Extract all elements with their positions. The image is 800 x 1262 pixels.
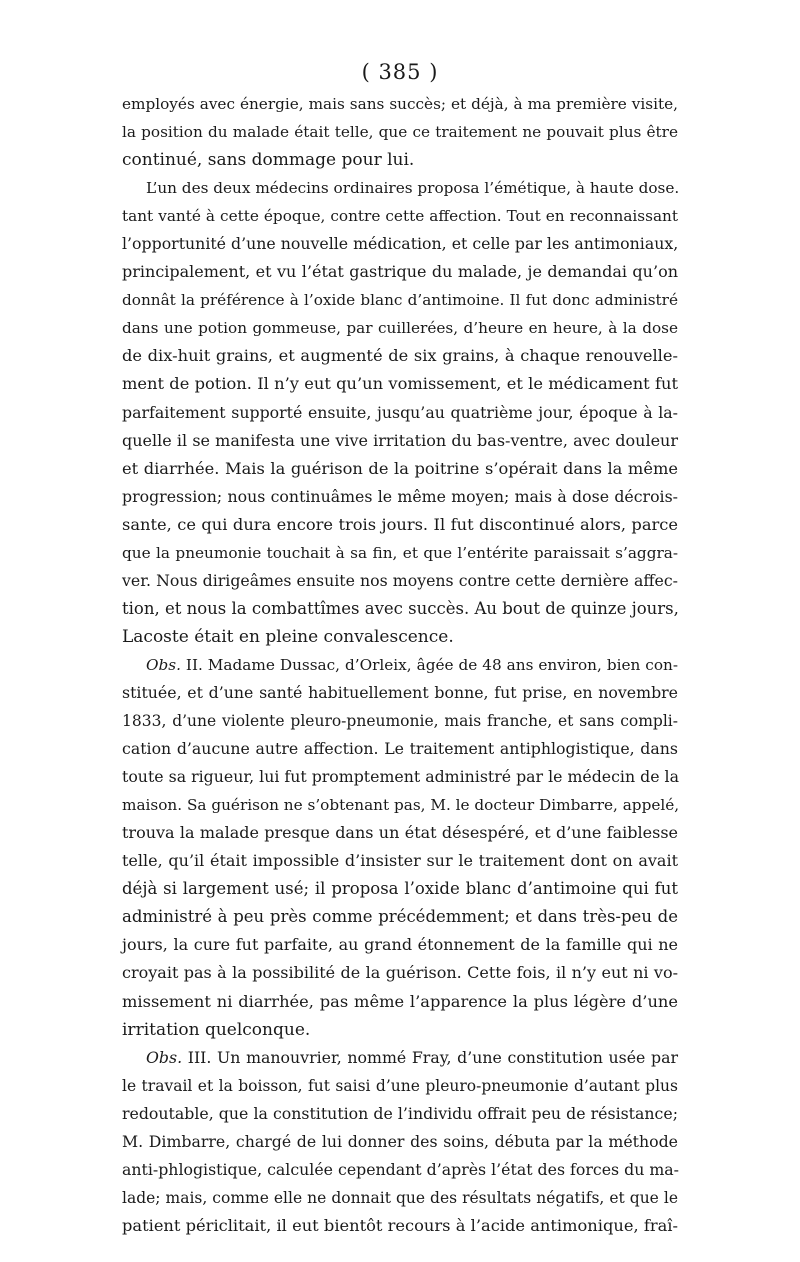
line-text: telle, qu’il était impossible d’insister sur le traitement dont on avait [122, 851, 678, 871]
text-line [122, 651, 678, 679]
text-line [122, 1100, 678, 1128]
text-line [122, 1072, 678, 1100]
line-text: jours, la cure fut parfaite, au grand étonnement de la famille qui ne [122, 935, 678, 955]
line-text: toute sa rigueur, lui fut promptement administré par le médecin de la [122, 767, 679, 787]
text-line [122, 1128, 678, 1156]
observation-label: Obs. [146, 655, 181, 674]
text-line [122, 875, 678, 903]
line-text: lade; mais, comme elle ne donnait que des résultats négatifs, et que le [122, 1188, 678, 1207]
line-text: l’opportunité d’une nouvelle médication, et celle par les antimoniaux, [122, 234, 679, 254]
line-text: redoutable, que la constitution de l’individu offrait peu de résistance; [122, 1103, 678, 1123]
line-text: L’un des deux médecins ordinaires proposa l’émétique, à haute dose. [146, 179, 680, 198]
line-text: de dix-huit grains, et augmenté de six grains, à chaque renouvelle- [122, 346, 678, 366]
line-text: principalement, et vu l’état gastrique du malade, je demandai qu’on [122, 262, 678, 282]
line-text: que la pneumonie touchait à sa fin, et que l’entérite paraissait s’aggra- [122, 543, 678, 562]
line-text: III. Un manouvrier, nommé Fray, d’une constitution usée par [182, 1047, 678, 1067]
line-text: anti-phlogistique, calculée cependant d’après l’état des forces du ma- [122, 1159, 679, 1179]
line-text: 1833, d’une violente pleuro-pneumonie, mais franche, et sans compli- [122, 712, 678, 731]
text-line [122, 1156, 678, 1184]
line-text: cation d’aucune autre affection. Le traitement antiphlogistique, dans [122, 739, 678, 759]
text-line [122, 847, 678, 875]
text-line [122, 763, 678, 791]
text-line [122, 595, 678, 623]
text-line [122, 202, 678, 230]
text-line [122, 735, 678, 763]
line-text: ment de potion. Il n’y eut qu’un vomissement, et le médicament fut [122, 374, 678, 394]
text-line [122, 903, 678, 931]
text-line [122, 90, 678, 118]
line-text: tion, et nous la combattîmes avec succès. Au bout de quinze jours, [122, 598, 679, 618]
line-text: irritation quelconque. [122, 1019, 311, 1040]
line-text: et diarrhée. Mais la guérison de la poitrine s’opérait dans la même [122, 458, 678, 478]
text-line [122, 707, 678, 735]
text-line [122, 988, 678, 1016]
text-line [122, 174, 678, 202]
text-line [122, 791, 678, 819]
text-line [122, 286, 678, 314]
body-text [122, 90, 678, 1240]
line-text: parfaitement supporté ensuite, jusqu’au quatrième jour, époque à la- [122, 402, 678, 422]
line-text: le travail et la boisson, fut saisi d’une pleuro-pneumonie d’autant plus [122, 1076, 678, 1095]
line-text: trouva la malade presque dans un état désespéré, et d’une faiblesse [122, 823, 678, 843]
text-line [122, 370, 678, 398]
line-text: dans une potion gommeuse, par cuillerées, d’heure en heure, à la dose [122, 319, 678, 338]
text-line [122, 679, 678, 707]
text-line [122, 511, 678, 539]
text-line [122, 819, 678, 847]
text-line [122, 230, 678, 258]
line-text: la position du malade était telle, que ce traitement ne pouvait plus être [122, 123, 678, 142]
line-text: continué, sans dommage pour lui. [122, 150, 415, 171]
line-text: donnât la préférence à l’oxide blanc d’antimoine. Il fut donc administré [122, 291, 678, 310]
text-line [122, 314, 678, 342]
text-line [122, 342, 678, 370]
line-text: sante, ce qui dura encore trois jours. Il fut discontinué alors, parce [122, 514, 678, 534]
line-text: M. Dimbarre, chargé de lui donner des soins, débuta par la méthode [122, 1131, 678, 1151]
text-line [122, 258, 678, 286]
line-text: Lacoste était en pleine convalescence. [122, 626, 454, 647]
text-line [122, 146, 678, 174]
line-text: croyait pas à la possibilité de la guérison. Cette fois, il n’y eut ni vo- [122, 963, 678, 983]
text-line [122, 959, 678, 987]
line-text: maison. Sa guérison ne s’obtenant pas, M. le docteur Dimbarre, appelé, [122, 796, 680, 815]
text-line [122, 1016, 678, 1044]
text-line [122, 931, 678, 959]
page-number: ( 385 ) [361, 60, 439, 84]
line-text: patient périclitait, il eut bientôt recours à l’acide antimonique, fraî- [122, 1215, 678, 1235]
observation-label: Obs. [146, 1047, 183, 1067]
text-line [122, 455, 678, 483]
text-line [122, 118, 678, 146]
text-line [122, 427, 678, 455]
line-text: administré à peu près comme précédemment; et dans très-peu de [122, 907, 678, 927]
text-line [122, 1184, 678, 1212]
line-text: déjà si largement usé; il proposa l’oxide blanc d’antimoine qui fut [122, 879, 678, 899]
text-line [122, 1044, 678, 1072]
line-text: quelle il se manifesta une vive irritation du bas-ventre, avec douleur [122, 430, 678, 450]
text-line [122, 1212, 678, 1240]
text-line [122, 623, 678, 651]
text-line [122, 567, 678, 595]
line-text: stituée, et d’une santé habituellement bonne, fut prise, en novembre [122, 682, 678, 702]
line-text: missement ni diarrhée, pas même l’apparence la plus légère d’une [122, 991, 678, 1011]
line-text: employés avec énergie, mais sans succès; et déjà, à ma première visite, [122, 95, 678, 113]
text-line [122, 483, 678, 511]
line-text: ver. Nous dirigeâmes ensuite nos moyens contre cette dernière affec- [122, 570, 678, 590]
text-line [122, 399, 678, 427]
line-text: II. Madame Dussac, d’Orleix, âgée de 48 ans environ, bien con- [180, 655, 678, 674]
line-text: progression; nous continuâmes le même moyen; mais à dose décrois- [122, 486, 678, 506]
text-line [122, 539, 678, 567]
line-text: tant vanté à cette époque, contre cette affection. Tout en reconnaissant [122, 207, 678, 226]
